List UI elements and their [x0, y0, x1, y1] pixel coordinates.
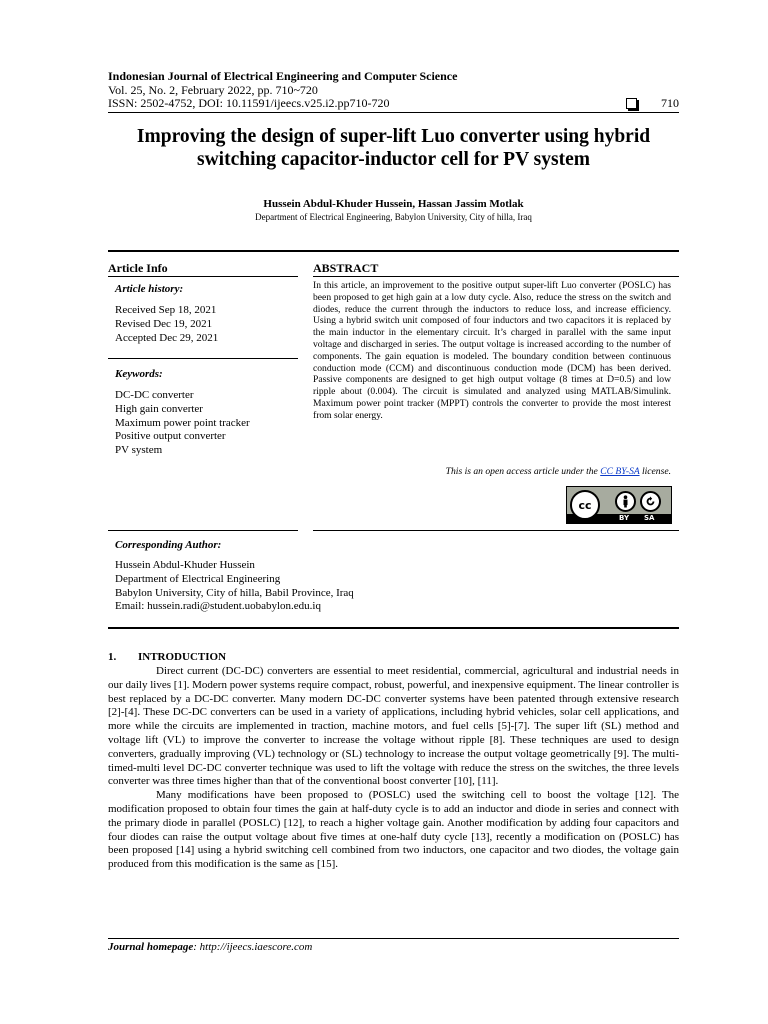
paper-title: Improving the design of super-lift Luo converter using hybrid switching capacitor-inductor cell for PV system — [136, 126, 651, 170]
info-bottom-rule — [108, 530, 298, 531]
header-divider — [108, 112, 679, 113]
abstract-text: In this article, an improvement to the positive output super-lift Luo converter (POSLC) has been proposed to get high gain at a low duty cycle. Also, reduce the stress on the switch and diodes, reduce the current through the inductors to reduce loss, and increase efficiency. Using a hybrid switch unit composed of four inductors and two capacitors it is replaced by the main inductor in the elementary circuit. It’s charged in parallel with the same input voltage and discharged in series. The output voltage is increased according to the number of components. The gain equation is modeled. The boundary condition between continuous conduction mode (CCM) and discontinuous conduction mode (DCM) has been derived. Passive components are designed to get high output voltage (8 times at D=0.5) and low ripple about (0.004). The circuit is simulated and analyzed using MATLAB/Simulink. Maximum power point tracker (MPPT) controls the converter to provide the most interest from solar energy. — [313, 280, 671, 421]
section-heading — [108, 651, 226, 663]
keyword-item: High gain converter — [115, 402, 203, 415]
square-bullet-icon — [626, 98, 637, 109]
person-icon — [615, 491, 636, 512]
corresponding-department: Department of Electrical Engineering — [115, 572, 281, 585]
volume-info: Vol. 25, No. 2, February 2022, pp. 710~720 — [108, 83, 318, 97]
footer-divider — [108, 938, 679, 939]
cc-by-sa-badge[interactable] — [566, 486, 672, 524]
keyword-item: PV system — [115, 444, 163, 457]
intro-paragraph: Many modifications have been proposed to (POSLC) used the switching cell to boost the voltage [12]. The modification proposed to obtain four times the gain at half-duty cycle is to add an inductor and diode in series and connect with the primary diode in parallel (POSLC) [12], to reach a higher voltage gain. Another modification by adding four capacitors and four diodes can raise the output voltage about five times at one-half duty cycle [13], recently a modification on (POSLC) has been proposed [14] using a hybrid switching cell combined from two inductors, one capacitor and two diodes, the voltage gain produced from this modification is the same as [15]. — [108, 789, 679, 871]
abstract-rule — [313, 276, 679, 277]
keyword-item: DC-DC converter — [115, 389, 194, 401]
keyword-item: Positive output converter — [115, 430, 226, 443]
article-info-rule — [108, 276, 298, 277]
corresponding-bottom-rule — [108, 627, 679, 629]
open-access-note — [446, 466, 671, 477]
intro-paragraph: Direct current (DC-DC) converters are essential to meet residential, commercial, agricultural and industrial needs in our daily lives [1]. Modern power systems require compact, robust, powerful, and inexpensive equipment. The linear controller is best replaced by a DC-DC converter. Many modern DC-DC converter systems have been patented through extensive research [2]-[4]. These DC-DC converters can be used in a variety of applications, including hybrid vehicles, solar cell applications, and more while the circuits are implemented in traction, machine motors, and fuel cells [5]-[7]. The super lift (SL) method and voltage lift (VL) to improve the converter to increase the voltage without ripple [8]. These techniques are used to design converters, gradually improving (VL) technology or (SL) technology to increase the output voltage geometrically [9]. The multi-timed-multi level DC-DC converter technique was used to lift the voltage with reduce the stress on the switches, the three levels converter was three times higher than that of the conventional boost converter [10], [11]. — [108, 665, 679, 788]
history-label: Article history: — [115, 283, 184, 295]
corresponding-details — [115, 559, 354, 614]
article-info-heading: Article Info — [108, 261, 168, 275]
issn-doi: ISSN: 2502-4752, DOI: 10.11591/ijeecs.v25.i2.pp710-720 — [108, 96, 390, 110]
share-alike-icon — [640, 491, 661, 512]
license-link[interactable]: CC BY-SA — [600, 466, 640, 477]
history-divider — [108, 358, 298, 359]
corresponding-name: Hussein Abdul-Khuder Hussein — [115, 559, 255, 571]
abstract-bottom-rule — [313, 530, 679, 531]
history-revised: Revised Dec 19, 2021 — [115, 317, 213, 330]
corresponding-address: Babylon University, City of hilla, Babil Province, Iraq — [115, 586, 354, 599]
info-top-rule — [108, 250, 679, 252]
intro-body — [108, 665, 679, 872]
affiliation: Department of Electrical Engineering, Babylon University, City of hilla, Iraq — [255, 212, 532, 222]
section-number: 1. — [108, 651, 117, 663]
homepage-label: Journal homepage — [108, 941, 194, 953]
journal-name: Indonesian Journal of Electrical Engineering and Computer Science — [108, 69, 458, 83]
open-access-suffix: license. — [639, 466, 671, 477]
page-number: 710 — [661, 96, 679, 110]
keyword-item: Maximum power point tracker — [115, 416, 250, 429]
journal-homepage — [108, 941, 312, 953]
keywords-list — [115, 389, 250, 458]
page-header-right — [626, 96, 679, 111]
badge-sa-label: SA — [644, 514, 655, 522]
abstract-heading: ABSTRACT — [313, 261, 379, 275]
authors: Hussein Abdul-Khuder Hussein, Hassan Jassim Motlak — [263, 198, 524, 210]
history-list — [115, 304, 218, 345]
paper-page — [108, 0, 679, 1024]
badge-by-label: BY — [619, 514, 630, 522]
corresponding-heading: Corresponding Author: — [115, 539, 222, 551]
homepage-url[interactable]: : http://ijeecs.iaescore.com — [193, 941, 313, 953]
history-received: Received Sep 18, 2021 — [115, 304, 217, 316]
open-access-prefix: This is an open access article under the — [445, 466, 601, 477]
cc-icon: cc — [570, 490, 600, 520]
keywords-label: Keywords: — [115, 368, 163, 380]
section-title: INTRODUCTION — [138, 651, 227, 663]
history-accepted: Accepted Dec 29, 2021 — [115, 331, 219, 344]
corresponding-email: Email: hussein.radi@student.uobabylon.edu.iq — [115, 600, 321, 613]
